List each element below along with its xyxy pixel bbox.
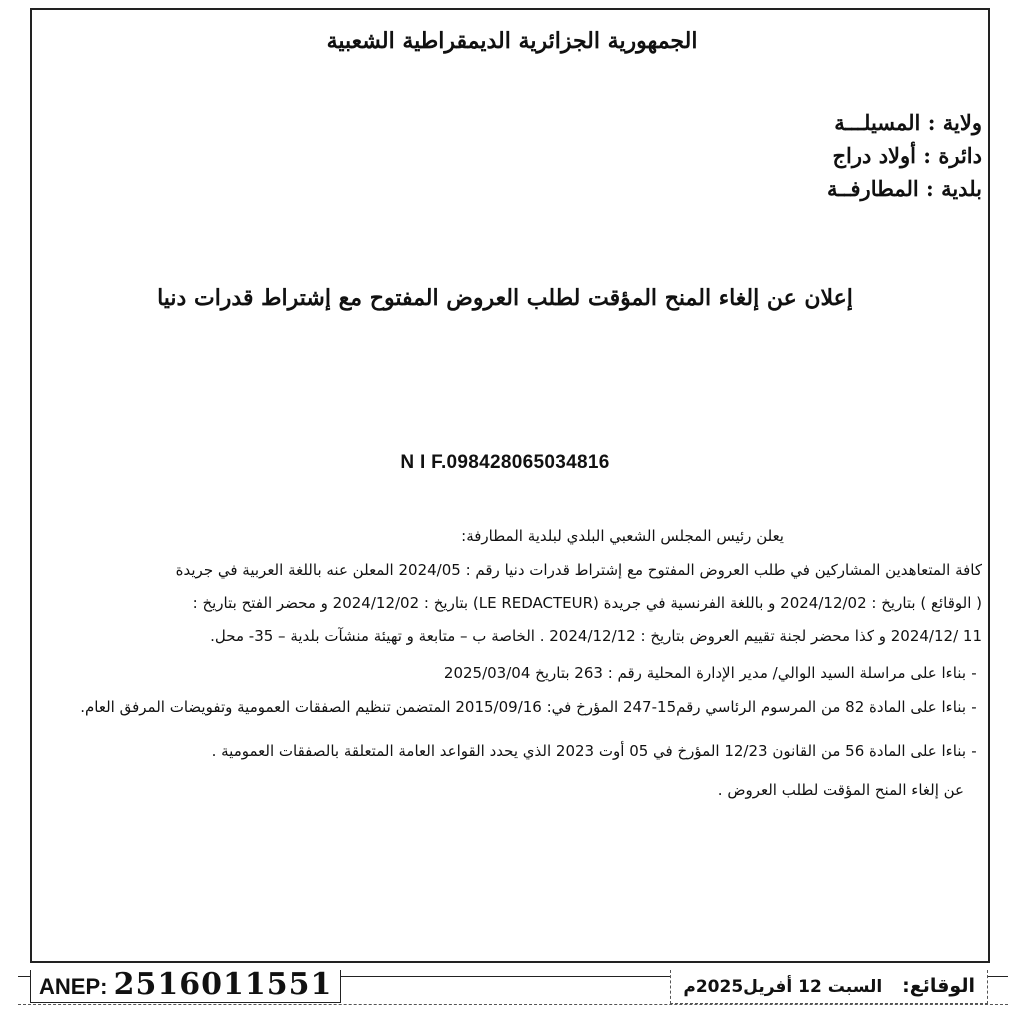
republic-title: الجمهورية الجزائرية الديمقراطية الشعبية (326, 28, 698, 54)
announcement-title: إعلان عن إلغاء المنح المؤقت لطلب العروض المفتوح مع إشتراط قدرات دنيا (157, 285, 853, 311)
anep-reference (30, 967, 341, 1003)
bottom-dashed-rule (18, 1004, 1008, 1005)
bullet-text: بناءا على المادة 82 من المرسوم الرئاسي رقم15-247 المؤرخ في: 2015/09/16 المتضمن تنظيم الصفقات العمومية وتفويضات المرفق العام. (80, 698, 966, 716)
bullet-item-2 (80, 698, 982, 716)
anep-label: ANEP: (39, 974, 108, 999)
publication-date: السبت 12 أفريل2025م (683, 977, 883, 997)
footer-bar (18, 962, 1008, 1002)
anep-number: 2516011551 (113, 967, 333, 1002)
bullet-item-3 (212, 742, 982, 760)
publication-dateline (670, 970, 988, 1004)
daira-line: دائرة : أولاد دراج (832, 143, 982, 168)
bullet-item-1 (444, 664, 982, 682)
closing-line: عن إلغاء المنح المؤقت لطلب العروض . (717, 781, 964, 799)
nif-number: N I F.098428065034816 (400, 452, 610, 473)
body-line-1: كافة المتعاهدين المشاركين في طلب العروض المفتوح مع إشتراط قدرات دنيا رقم : 2024/05 المعلن عنه باللغة العربية في جريدة (175, 561, 982, 579)
wilaya-line: ولاية : المسيلـــة (834, 110, 982, 135)
commune-line: بلدية : المطارفــة (826, 176, 982, 201)
bullet-text: بناءا على المادة 56 من القانون 12/23 المؤرخ في 05 أوت 2023 الذي يحدد القواعد العامة المتعلقة بالصفقات العمومية . (211, 742, 966, 760)
newspaper-name: الوقائع: (902, 975, 975, 997)
intro-line: يعلن رئيس المجلس الشعبي البلدي لبلدية المطارفة: (461, 527, 784, 545)
bullet-text: بناءا على مراسلة السيد الوالي/ مدير الإدارة المحلية رقم : 263 بتاريخ 2025/03/04 (443, 664, 966, 682)
body-line-3: 11 /2024/12 و كذا محضر لجنة تقييم العروض بتاريخ : 2024/12/12 . الخاصة ب – متابعة و تهيئة منشآت بلدية – 35- محل. (210, 627, 982, 645)
body-line-2: ( الوقائع ) بتاريخ : 2024/12/02 و باللغة الفرنسية في جريدة (LE REDACTEUR) بتاريخ : 2024/12/02 و محضر الفتح بتاريخ : (192, 594, 982, 612)
